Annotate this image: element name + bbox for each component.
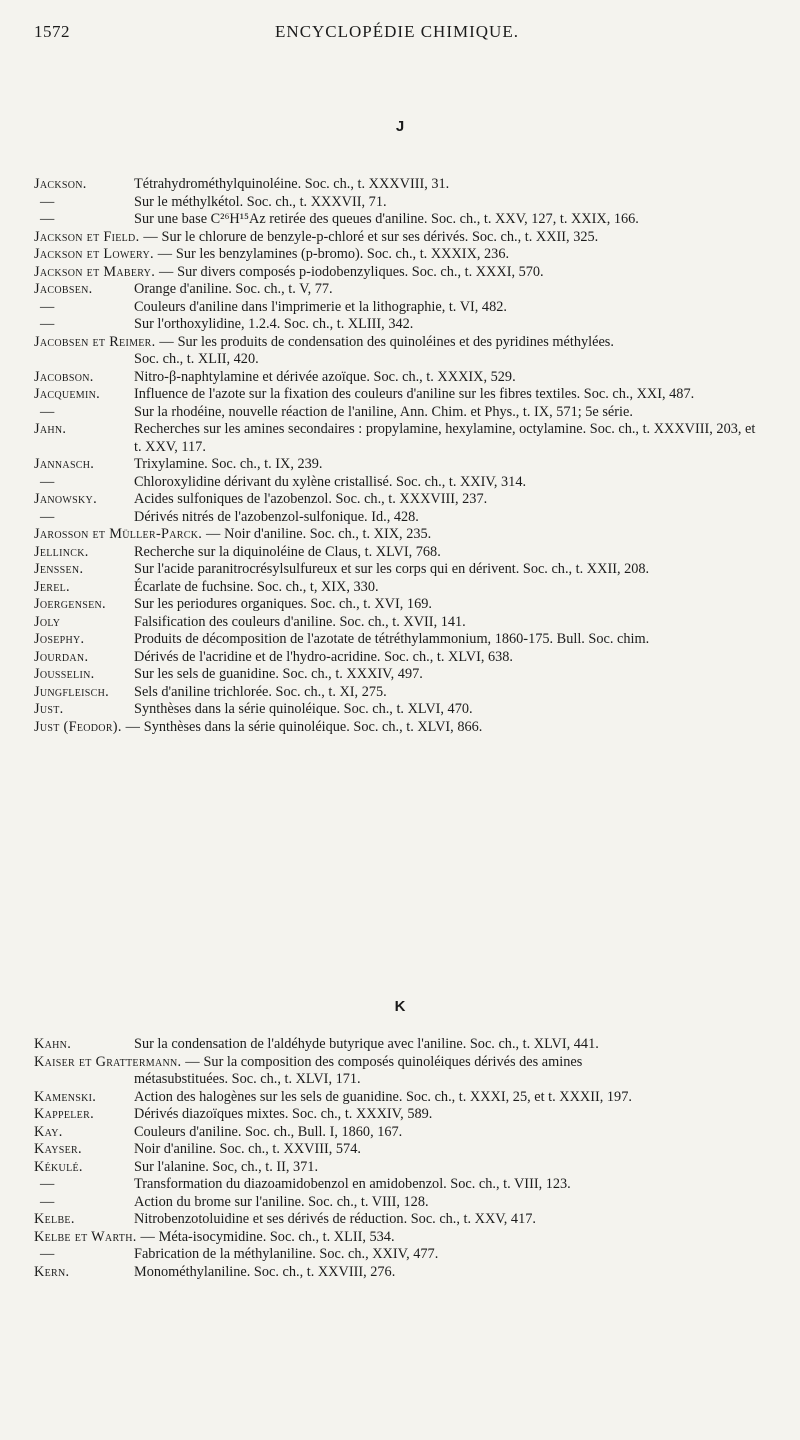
entry-author: Kelbe. bbox=[34, 1211, 75, 1227]
bibliography-entry bbox=[34, 264, 764, 282]
entry-author: Jacquemin. bbox=[34, 386, 101, 402]
entry-text: Action du brome sur l'aniline. Soc. ch., t. VIII, 128. bbox=[134, 1193, 429, 1210]
bibliography-entry bbox=[34, 1264, 764, 1282]
bibliography-entry bbox=[34, 509, 764, 527]
entry-author: Jacobsen. bbox=[34, 281, 93, 297]
page-number: 1572 bbox=[34, 22, 70, 41]
bibliography-entry bbox=[34, 1141, 764, 1159]
bibliography-entry bbox=[34, 334, 764, 369]
entry-author: Jellinck. bbox=[34, 543, 89, 560]
entry-text: Orange d'aniline. Soc. ch., t. V, 77. bbox=[134, 281, 333, 297]
entry-author: Jahn. bbox=[34, 421, 67, 437]
entry-author: Kern. bbox=[34, 1263, 70, 1280]
bibliography-entry bbox=[34, 281, 764, 299]
bibliography-entry bbox=[34, 614, 764, 632]
entry-author: — bbox=[40, 1193, 55, 1210]
entry-author: Janowsky. bbox=[34, 491, 97, 507]
bibliography-entry bbox=[34, 579, 764, 597]
entry-text: Sur la composition des composés quinoléiques dérivés des amines bbox=[203, 1053, 583, 1070]
bibliography-entry bbox=[34, 1159, 764, 1177]
entry-text: Sur la rhodéine, nouvelle réaction de l'aniline, Ann. Chim. et Phys., t. IX, 571; 5e série. bbox=[134, 403, 633, 420]
entry-text: Méta-isocymidine. Soc. ch., t. XLII, 534. bbox=[158, 1228, 395, 1245]
bibliography-entry bbox=[34, 1246, 764, 1264]
bibliography-entry bbox=[34, 491, 764, 509]
entry-author: Jacobson. bbox=[34, 368, 94, 385]
entry-author: Joly bbox=[34, 613, 61, 630]
bibliography-entry bbox=[34, 299, 764, 317]
bibliography-entry bbox=[34, 194, 764, 212]
section-letter-k: K bbox=[394, 998, 406, 1015]
bibliography-entry bbox=[34, 421, 764, 456]
entry-text: Couleurs d'aniline. Soc. ch., Bull. I, 1860, 167. bbox=[134, 1123, 403, 1140]
bibliography-entry bbox=[34, 1124, 764, 1142]
entry-author: Kappeler. bbox=[34, 1106, 94, 1122]
entry-author: — bbox=[40, 1176, 55, 1192]
entry-author: Kelbe et Warth. — bbox=[34, 1228, 156, 1245]
bibliography-entry bbox=[34, 1229, 764, 1247]
entry-text: Sels d'aniline trichlorée. Soc. ch., t. XI, 275. bbox=[134, 683, 387, 700]
entry-text: Recherche sur la diquinoléine de Claus, t. XLVI, 768. bbox=[134, 543, 441, 560]
entry-text: Trixylamine. Soc. ch., t. IX, 239. bbox=[134, 456, 323, 472]
entry-text: Sur la condensation de l'aldéhyde butyrique avec l'aniline. Soc. ch., t. XLVI, 441. bbox=[134, 1036, 599, 1052]
entry-text: Synthèses dans la série quinoléique. Soc. ch., t. XLVI, 470. bbox=[134, 701, 473, 717]
entry-author: — bbox=[40, 1246, 55, 1262]
bibliography-entry bbox=[34, 1176, 764, 1194]
bibliography-entry bbox=[34, 1194, 764, 1212]
entry-author: Jacobsen et Reimer. — bbox=[34, 333, 174, 350]
entry-author: Joergensen. bbox=[34, 596, 106, 612]
entry-text: Sur les produits de condensation des quinoléines et des pyridines méthylées. bbox=[177, 333, 614, 350]
entry-author: — bbox=[40, 508, 55, 525]
entry-text: Chloroxylidine dérivant du xylène cristallisé. Soc. ch., t. XXIV, 314. bbox=[134, 473, 527, 490]
entry-text: Sur divers composés p-iodobenzyliques. Soc. ch., t. XXXI, 570. bbox=[177, 263, 544, 280]
entry-author: Jenssen. bbox=[34, 561, 84, 577]
entries-j bbox=[34, 176, 764, 736]
entry-author: Jackson et Field. — bbox=[34, 228, 158, 245]
entry-author: — bbox=[40, 403, 55, 420]
entry-author: Jarosson et Müller-Parck. — bbox=[34, 526, 221, 542]
bibliography-entry bbox=[34, 1054, 764, 1089]
bibliography-entry bbox=[34, 1211, 764, 1229]
section-letter-j: J bbox=[395, 118, 405, 135]
entry-author: Kamenski. bbox=[34, 1088, 97, 1105]
bibliography-entry bbox=[34, 386, 764, 404]
entry-text: Couleurs d'aniline dans l'imprimerie et la lithographie, t. VI, 482. bbox=[134, 298, 507, 315]
entry-text: Écarlate de fuchsine. Soc. ch., t, XIX, 330. bbox=[134, 578, 379, 595]
entry-text: Monométhylaniline. Soc. ch., t. XXVIII, 276. bbox=[134, 1263, 396, 1280]
bibliography-entry bbox=[34, 316, 764, 334]
bibliography-entry bbox=[34, 211, 764, 229]
entry-text: Sur le méthylkétol. Soc. ch., t. XXXVII, 71. bbox=[134, 193, 387, 210]
entry-author: Just. bbox=[34, 701, 64, 717]
entry-author: — bbox=[40, 316, 55, 332]
entry-text: Dérivés de l'acridine et de l'hydro-acridine. Soc. ch., t. XLVI, 638. bbox=[134, 648, 514, 665]
page-header bbox=[34, 22, 760, 46]
entry-continuation: Soc. ch., t. XLII, 420. bbox=[134, 351, 259, 367]
bibliography-entry bbox=[34, 229, 764, 247]
entry-author: Kékulé. bbox=[34, 1158, 83, 1175]
entry-author: — bbox=[40, 298, 55, 315]
entry-author: — bbox=[40, 193, 55, 210]
bibliography-entry bbox=[34, 456, 764, 474]
bibliography-entry bbox=[34, 666, 764, 684]
bibliography-entry bbox=[34, 561, 764, 579]
entry-text: Sur l'orthoxylidine, 1.2.4. Soc. ch., t. XLIII, 342. bbox=[134, 316, 414, 332]
entry-text: Noir d'aniline. Soc. ch., t. XIX, 235. bbox=[224, 526, 432, 542]
entry-text: Fabrication de la méthylaniline. Soc. ch., XXIV, 477. bbox=[134, 1246, 439, 1262]
entry-text: Sur une base C²⁶H¹⁵Az retirée des queues d'aniline. Soc. ch., t. XXV, 127, t. XXIX, 166. bbox=[134, 211, 639, 227]
entry-author: Jackson et Lowery. — bbox=[34, 246, 173, 262]
entry-author: Jannasch. bbox=[34, 456, 95, 472]
bibliography-entry bbox=[34, 474, 764, 492]
entry-author: — bbox=[40, 473, 55, 490]
bibliography-entry bbox=[34, 631, 764, 649]
running-title: ENCYCLOPÉDIE CHIMIQUE. bbox=[275, 22, 519, 41]
entry-text: Dérivés diazoïques mixtes. Soc. ch., t. XXXIV, 589. bbox=[134, 1106, 433, 1122]
bibliography-entry bbox=[34, 404, 764, 422]
entry-text: Acides sulfoniques de l'azobenzol. Soc. ch., t. XXXVIII, 237. bbox=[134, 491, 488, 507]
entry-author: Josephy. bbox=[34, 631, 85, 647]
entry-text: Recherches sur les amines secondaires : propylamine, hexylamine, octylamine. Soc. ch., t. XXXVIII, 203, et t. XXV, 117. bbox=[134, 421, 756, 455]
entry-author: Jackson. bbox=[34, 176, 87, 192]
entry-text: Synthèses dans la série quinoléique. Soc. ch., t. XLVI, 866. bbox=[143, 718, 483, 735]
entry-text: Dérivés nitrés de l'azobenzol-sulfonique. Id., 428. bbox=[134, 508, 419, 525]
entry-author: Just (Feodor). — bbox=[34, 718, 141, 735]
entry-author: Kaiser et Grattermann. — bbox=[34, 1053, 200, 1070]
entry-text: Falsification des couleurs d'aniline. Soc. ch., t. XVII, 141. bbox=[134, 613, 466, 630]
bibliography-entry bbox=[34, 246, 764, 264]
bibliography-entry bbox=[34, 1106, 764, 1124]
entries-k bbox=[34, 1036, 764, 1281]
bibliography-entry bbox=[34, 526, 764, 544]
entry-author: Jourdan. bbox=[34, 648, 89, 665]
entry-author: Jackson et Mabery. — bbox=[34, 263, 174, 280]
bibliography-entry bbox=[34, 596, 764, 614]
bibliography-entry bbox=[34, 684, 764, 702]
entry-text: Nitrobenzotoluidine et ses dérivés de réduction. Soc. ch., t. XXV, 417. bbox=[134, 1211, 536, 1227]
bibliography-entry bbox=[34, 544, 764, 562]
entry-text: Produits de décomposition de l'azotate de tétréthylammonium, 1860-175. Bull. Soc. chim. bbox=[134, 631, 650, 647]
entry-text: Tétrahydrométhylquinoléine. Soc. ch., t. XXXVIII, 31. bbox=[134, 176, 450, 192]
entry-text: Sur les periodures organiques. Soc. ch., t. XVI, 169. bbox=[134, 596, 432, 612]
bibliography-entry bbox=[34, 649, 764, 667]
entry-author: — bbox=[40, 211, 55, 227]
entry-text: Influence de l'azote sur la fixation des couleurs d'aniline sur les fibres textiles. Soc. ch., XXI, 487. bbox=[134, 386, 695, 402]
entry-text: Sur les sels de guanidine. Soc. ch., t. XXXIV, 497. bbox=[134, 666, 423, 682]
entry-text: Sur les benzylamines (p-bromo). Soc. ch., t. XXXIX, 236. bbox=[175, 246, 510, 262]
bibliography-entry bbox=[34, 369, 764, 387]
entry-text: Sur le chlorure de benzyle-p-chloré et sur ses dérivés. Soc. ch., t. XXII, 325. bbox=[161, 228, 599, 245]
entry-text: Action des halogènes sur les sels de guanidine. Soc. ch., t. XXXI, 25, et t. XXXII, 197. bbox=[134, 1088, 632, 1105]
entry-author: Kay. bbox=[34, 1123, 63, 1140]
entry-author: Jerel. bbox=[34, 578, 70, 595]
bibliography-entry bbox=[34, 1089, 764, 1107]
entry-author: Kahn. bbox=[34, 1036, 72, 1052]
entry-author: Jungfleisch. bbox=[34, 683, 109, 700]
entry-text: Noir d'aniline. Soc. ch., t. XXVIII, 574. bbox=[134, 1141, 361, 1157]
entry-text: Nitro-β-naphtylamine et dérivée azoïque. Soc. ch., t. XXXIX, 529. bbox=[134, 368, 516, 385]
bibliography-entry bbox=[34, 701, 764, 719]
bibliography-entry bbox=[34, 1036, 764, 1054]
entry-author: Kayser. bbox=[34, 1141, 82, 1157]
entry-text: Sur l'acide paranitrocrésylsulfureux et sur les corps qui en dérivent. Soc. ch., t. XXII, 208. bbox=[134, 561, 650, 577]
entry-author: Jousselin. bbox=[34, 666, 95, 682]
bibliography-entry bbox=[34, 176, 764, 194]
bibliography-entry bbox=[34, 719, 764, 737]
entry-text: Sur l'alanine. Soc, ch., t. II, 371. bbox=[134, 1158, 319, 1175]
entry-continuation: métasubstituées. Soc. ch., t. XLVI, 171. bbox=[134, 1071, 361, 1087]
entry-text: Transformation du diazoamidobenzol en amidobenzol. Soc. ch., t. VIII, 123. bbox=[134, 1176, 571, 1192]
